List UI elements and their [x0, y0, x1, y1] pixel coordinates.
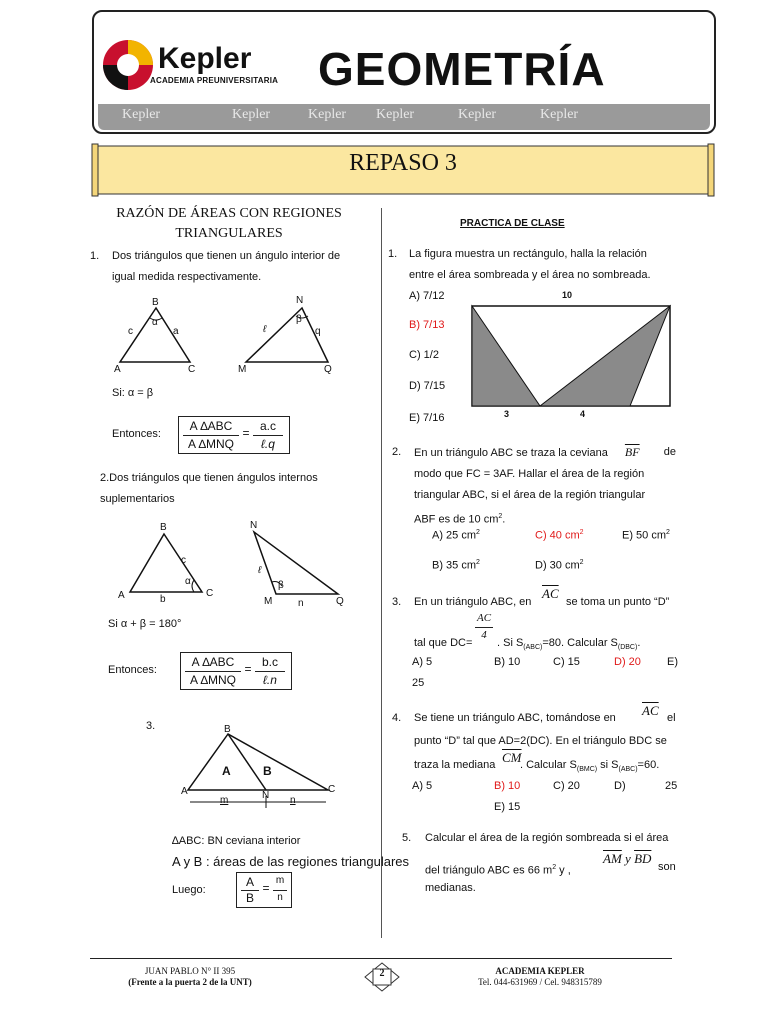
footer-line: ACADEMIA KEPLER [495, 966, 585, 976]
fraction-bar [183, 435, 239, 436]
item1-text [112, 246, 362, 288]
vertex-label: Q [336, 596, 344, 607]
segment-notation-group [603, 851, 651, 867]
item2-line: 2.Dos triángulos que tienen ángulos internos [100, 472, 318, 484]
problem-text: =80. Calcular S [542, 637, 618, 649]
kepler-logo-icon [100, 36, 156, 94]
option-label: D) 30 cm [535, 559, 580, 572]
option: 25 [412, 677, 425, 689]
option: A) 5 [412, 656, 433, 668]
formula-term: a.c [259, 419, 276, 433]
vertex-label: N [250, 520, 258, 531]
option: D) [614, 780, 626, 792]
problem-line: triangular ABC, si el área de la región triangular [414, 489, 646, 501]
vertex-label: B [152, 297, 159, 308]
formula-term: B [245, 891, 254, 905]
option: E) [667, 656, 678, 668]
item1-number: 1. [90, 250, 100, 262]
problem-text: del triángulo ABC es 66 m [425, 864, 553, 877]
problem2-number: 2. [392, 446, 402, 458]
problem4-text: punto “D” tal que AD=2(DC). En el triángulo BDC se [414, 735, 667, 747]
problem-text: de [663, 446, 676, 458]
superscript: 2 [552, 864, 557, 871]
angle-label: α [185, 576, 191, 587]
formula-term: ℓ.q [261, 437, 275, 451]
problem4-text: traza la mediana [414, 759, 496, 771]
region-label: B [263, 764, 272, 778]
luego-label: Luego: [172, 884, 206, 896]
page-header [92, 10, 716, 134]
vertex-label: A [181, 786, 188, 797]
figure-label: 3 [504, 409, 510, 419]
subscript: (BMC) [576, 766, 598, 774]
option: E) 15 [494, 801, 521, 813]
footer-contact [450, 966, 630, 988]
formula-term: A ∆ABC [191, 655, 235, 669]
item1-line: igual medida respectivamente. [112, 271, 262, 283]
areas-text: A y B : áreas de las regiones triangulares [172, 854, 410, 869]
problem3-number: 3. [392, 596, 402, 608]
problem-text: . [637, 637, 641, 649]
angle-label: β [296, 314, 302, 325]
item2-text [100, 468, 360, 510]
segment-label: n [290, 795, 296, 806]
condition-text: Si: α = β [112, 387, 154, 399]
option: 25 [665, 780, 678, 792]
option-answer: D) 20 [614, 656, 641, 668]
vertex-label: A [118, 590, 125, 601]
vertex-label: C [328, 784, 336, 795]
vertex-label: A [114, 364, 121, 375]
subscript: (ABC) [523, 644, 543, 652]
problem-text: ABF es de 10 cm [414, 513, 499, 526]
side-label: c [128, 326, 133, 337]
option-label: C) 40 cm [535, 529, 580, 542]
problem1-text [409, 244, 679, 286]
region-label: A [222, 764, 231, 778]
problem-text: y , [556, 864, 571, 877]
item2-line: suplementarios [100, 493, 175, 505]
option: A) 7/12 [409, 290, 445, 302]
ceviana-text: ∆ABC: BN ceviana interior [172, 835, 301, 847]
problem-text: En un triángulo ABC se traza la ceviana [414, 447, 608, 459]
problem5-text: son [658, 861, 676, 873]
option-answer: B) 10 [494, 780, 521, 792]
formula-equals: = [262, 881, 270, 895]
segment-notation: $\overline{AC}$ [542, 586, 559, 601]
problem-text: si S [597, 759, 619, 771]
segment-label: m [220, 795, 229, 806]
problem3-text [497, 633, 640, 658]
formula-term: m [275, 875, 285, 886]
problem4-text [520, 755, 659, 780]
rectangle-figure [470, 304, 674, 410]
footer-rule [90, 958, 672, 959]
watermark-text: Kepler [376, 107, 415, 122]
problem4-number: 4. [392, 712, 402, 724]
problem5-number: 5. [402, 832, 412, 844]
problem5-text: Calcular el área de la región sombreada si el área [425, 832, 669, 844]
problem4-text: el [667, 712, 676, 724]
formula-term: A [245, 875, 254, 889]
problem4-text: Se tiene un triángulo ABC, tomándose en [414, 712, 616, 724]
superscript: 2 [476, 559, 480, 566]
vertex-label: N [262, 790, 270, 801]
vertex-label: M [264, 596, 273, 607]
formula-term: ℓ.n [263, 673, 277, 687]
option-label: B) 35 cm [432, 559, 477, 572]
watermark-text: Kepler [232, 107, 271, 122]
watermark-text: Kepler [540, 107, 579, 122]
side-label: q [315, 326, 321, 337]
fraction-bar [185, 671, 241, 672]
problem-line: modo que FC = 3AF. Hallar el área de la región [414, 468, 645, 480]
formula-term: n [277, 892, 283, 903]
angle-label: β [278, 580, 284, 591]
logo-subtitle: ACADEMIA PREUNIVERSITARIA [150, 76, 279, 85]
segment-notation: $\overline{AC}$ [642, 703, 659, 718]
watermark-text: Kepler [458, 107, 497, 122]
vertex-label: C [188, 364, 196, 375]
superscript: 2 [579, 529, 584, 536]
side-label: ℓ [258, 565, 262, 576]
fraction-bar [255, 671, 285, 672]
formula-term: b.c [261, 655, 278, 669]
triangle-abc-figure [118, 524, 218, 600]
column-divider [381, 208, 382, 938]
formula-term: A ∆MNQ [189, 673, 236, 687]
option: C) 20 [553, 780, 580, 792]
left-heading [104, 204, 354, 244]
footer-line: Tel. 044-631969 / Cel. 948315789 [478, 977, 602, 987]
option-answer: B) 7/13 [409, 319, 445, 331]
problem5-text: medianas. [425, 882, 476, 894]
problem-line [414, 442, 676, 464]
triangle-mnq-figure [246, 522, 356, 602]
entonces-label: Entonces: [108, 664, 157, 676]
problem2-text [414, 442, 676, 531]
problem3-text: En un triángulo ABC, en [414, 596, 532, 608]
problem-text: =60. [637, 759, 660, 771]
option: C) 15 [553, 656, 580, 668]
subscript: (DBC) [617, 644, 638, 652]
formula-term: A ∆MNQ [187, 437, 234, 451]
entonces-label: Entonces: [112, 428, 161, 440]
option-label: A) 25 cm [432, 529, 477, 542]
option: A) 5 [412, 780, 433, 792]
formula-equals: = [242, 426, 250, 440]
side-label: a [173, 326, 179, 337]
formula-equals: = [244, 662, 252, 676]
fraction-term: AC [476, 612, 492, 624]
side-label: b [160, 594, 166, 605]
segment-notation: $\overline{BD}$ [634, 851, 652, 866]
problem3-text: se toma un punto “D” [566, 596, 670, 608]
practica-title: PRACTICA DE CLASE [460, 218, 565, 229]
fraction-term: 4 [481, 629, 487, 641]
segment-notation: $\overline{AM}$ [603, 851, 622, 866]
condition-text: Si α + β = 180° [108, 618, 182, 630]
footer-line: (Frente a la puerta 2 de la UNT) [128, 977, 252, 987]
segment-notation: $\overline{BF}$ [624, 445, 640, 459]
option-label: E) 50 cm [622, 529, 667, 542]
option [535, 559, 584, 572]
formula-box [178, 416, 290, 454]
fraction-bar [253, 435, 283, 436]
option: B) 10 [494, 656, 521, 668]
problem-line: entre el área sombreada y el área no sombreada. [409, 269, 651, 281]
side-label: n [298, 598, 304, 609]
item3-number: 3. [146, 720, 156, 732]
left-heading-line: RAZÓN DE ÁREAS CON REGIONES [116, 206, 342, 221]
footer-line: JUAN PABLO N° II 395 [144, 966, 236, 976]
vertex-label: Q [324, 364, 332, 375]
logo-name: Kepler [158, 42, 252, 75]
footer-address [110, 966, 270, 988]
subscript: (ABC) [618, 766, 638, 774]
problem-line: ABF es de 10 $cm^2$. [414, 513, 506, 526]
superscript: 2 [476, 529, 480, 536]
segment-notation: $\overline{CM}$ [502, 750, 522, 765]
fraction-bar [475, 627, 493, 628]
angle-label: α [152, 317, 158, 328]
vertex-label: M [238, 364, 247, 375]
problem1-number: 1. [388, 248, 398, 260]
option [622, 529, 670, 542]
section-banner [90, 140, 716, 200]
figure-label: 4 [580, 409, 586, 419]
side-label: c [181, 555, 186, 566]
page-number: 2 [379, 968, 385, 979]
problem-line: La figura muestra un rectángulo, halla la relación [409, 248, 647, 260]
conjunction: y [625, 851, 631, 866]
option [432, 559, 480, 572]
vertex-label: B [224, 724, 231, 735]
option: D) 7/15 [409, 380, 446, 392]
triangle-ceviana-figure [180, 728, 340, 808]
option: C) 1/2 [409, 349, 439, 361]
option-answer [535, 529, 584, 542]
superscript: 2 [666, 529, 670, 536]
subject-title: GEOMETRÍA [318, 43, 606, 95]
formula-box [236, 872, 292, 908]
watermark-text: Kepler [308, 107, 347, 122]
formula-term: A ∆ABC [189, 419, 233, 433]
item1-line: Dos triángulos que tienen un ángulo interior de [112, 250, 341, 262]
superscript: 2 [579, 559, 584, 566]
problem-text: . Calcular S [520, 759, 577, 771]
fraction-bar [273, 890, 287, 891]
section-title: REPASO 3 [349, 150, 457, 176]
superscript: 2 [498, 513, 503, 520]
option: E) 7/16 [409, 412, 445, 424]
problem-text: . Si S [497, 637, 524, 649]
formula-box [180, 652, 292, 690]
option [432, 529, 480, 542]
vertex-label: N [296, 295, 304, 306]
vertex-label: C [206, 588, 214, 599]
side-label: ℓ [263, 324, 267, 335]
vertex-label: B [160, 522, 167, 533]
figure-label: 10 [562, 290, 573, 300]
left-heading-line: TRIANGULARES [175, 226, 283, 241]
watermark-text: Kepler [122, 107, 161, 122]
watermark-bar [98, 104, 710, 130]
problem3-text: tal que DC= [414, 637, 473, 649]
